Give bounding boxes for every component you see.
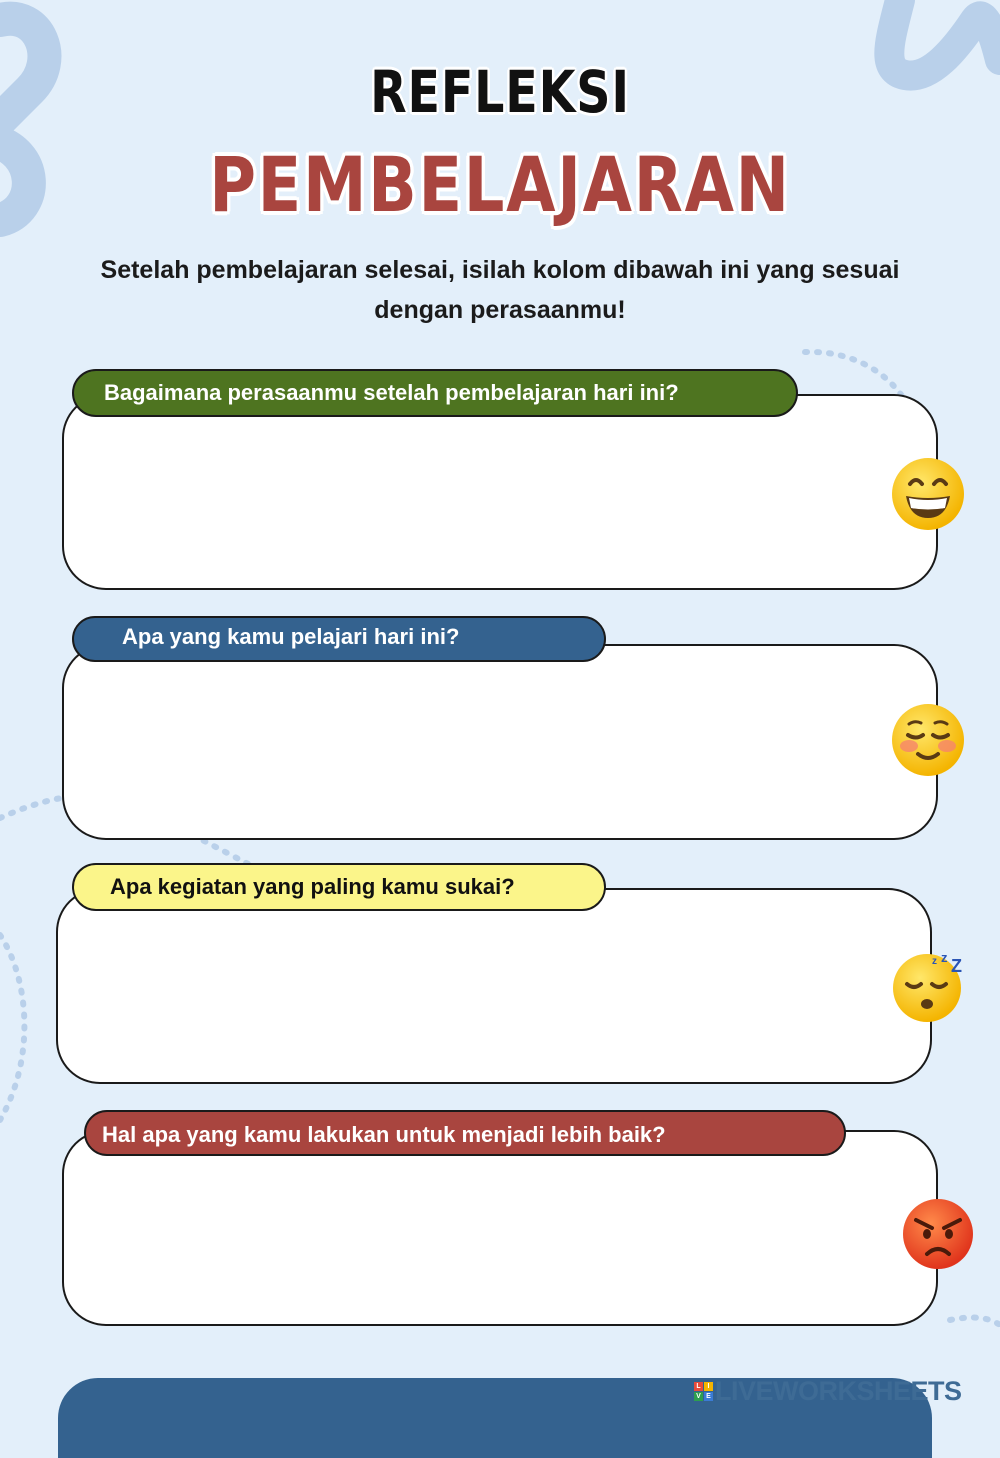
question-label-favorite-activity xyxy=(72,863,606,911)
question-text: Apa yang kamu pelajari hari ini? xyxy=(122,624,460,649)
instruction-text: Setelah pembelajaran selesai, isilah kolom dibawah ini yang sesuai dengan perasaanmu! xyxy=(100,256,900,324)
grinning-face-icon xyxy=(890,456,966,532)
answer-box-improvement[interactable] xyxy=(62,1130,938,1326)
svg-text:z: z xyxy=(932,956,937,967)
answer-box-favorite-activity[interactable] xyxy=(56,888,932,1084)
svg-text:Z: Z xyxy=(951,956,962,976)
title-refleksi: REFLEKSI xyxy=(370,58,630,126)
question-label-improvement xyxy=(84,1110,846,1156)
question-label-feeling xyxy=(72,369,798,417)
question-text: Bagaimana perasaanmu setelah pembelajaran hari ini? xyxy=(104,380,679,405)
angry-face-icon xyxy=(900,1196,976,1272)
question-text: Hal apa yang kamu lakukan untuk menjadi lebih baik? xyxy=(102,1122,666,1147)
liveworksheets-watermark xyxy=(694,1376,962,1406)
sleeping-face-icon xyxy=(890,948,966,1024)
answer-box-feeling[interactable] xyxy=(62,394,938,590)
svg-text:z: z xyxy=(941,950,948,965)
question-text: Apa kegiatan yang paling kamu sukai? xyxy=(110,874,515,899)
question-label-learned xyxy=(72,616,606,662)
answer-box-learned[interactable] xyxy=(62,644,938,840)
smiling-blushing-face-icon xyxy=(890,702,966,778)
liveworksheets-logo-icon: L I V E xyxy=(694,1382,713,1401)
liveworksheets-brand: LIVEWORKSHEETS xyxy=(715,1375,962,1406)
title-pembelajaran: PEMBELAJARAN xyxy=(209,140,791,229)
